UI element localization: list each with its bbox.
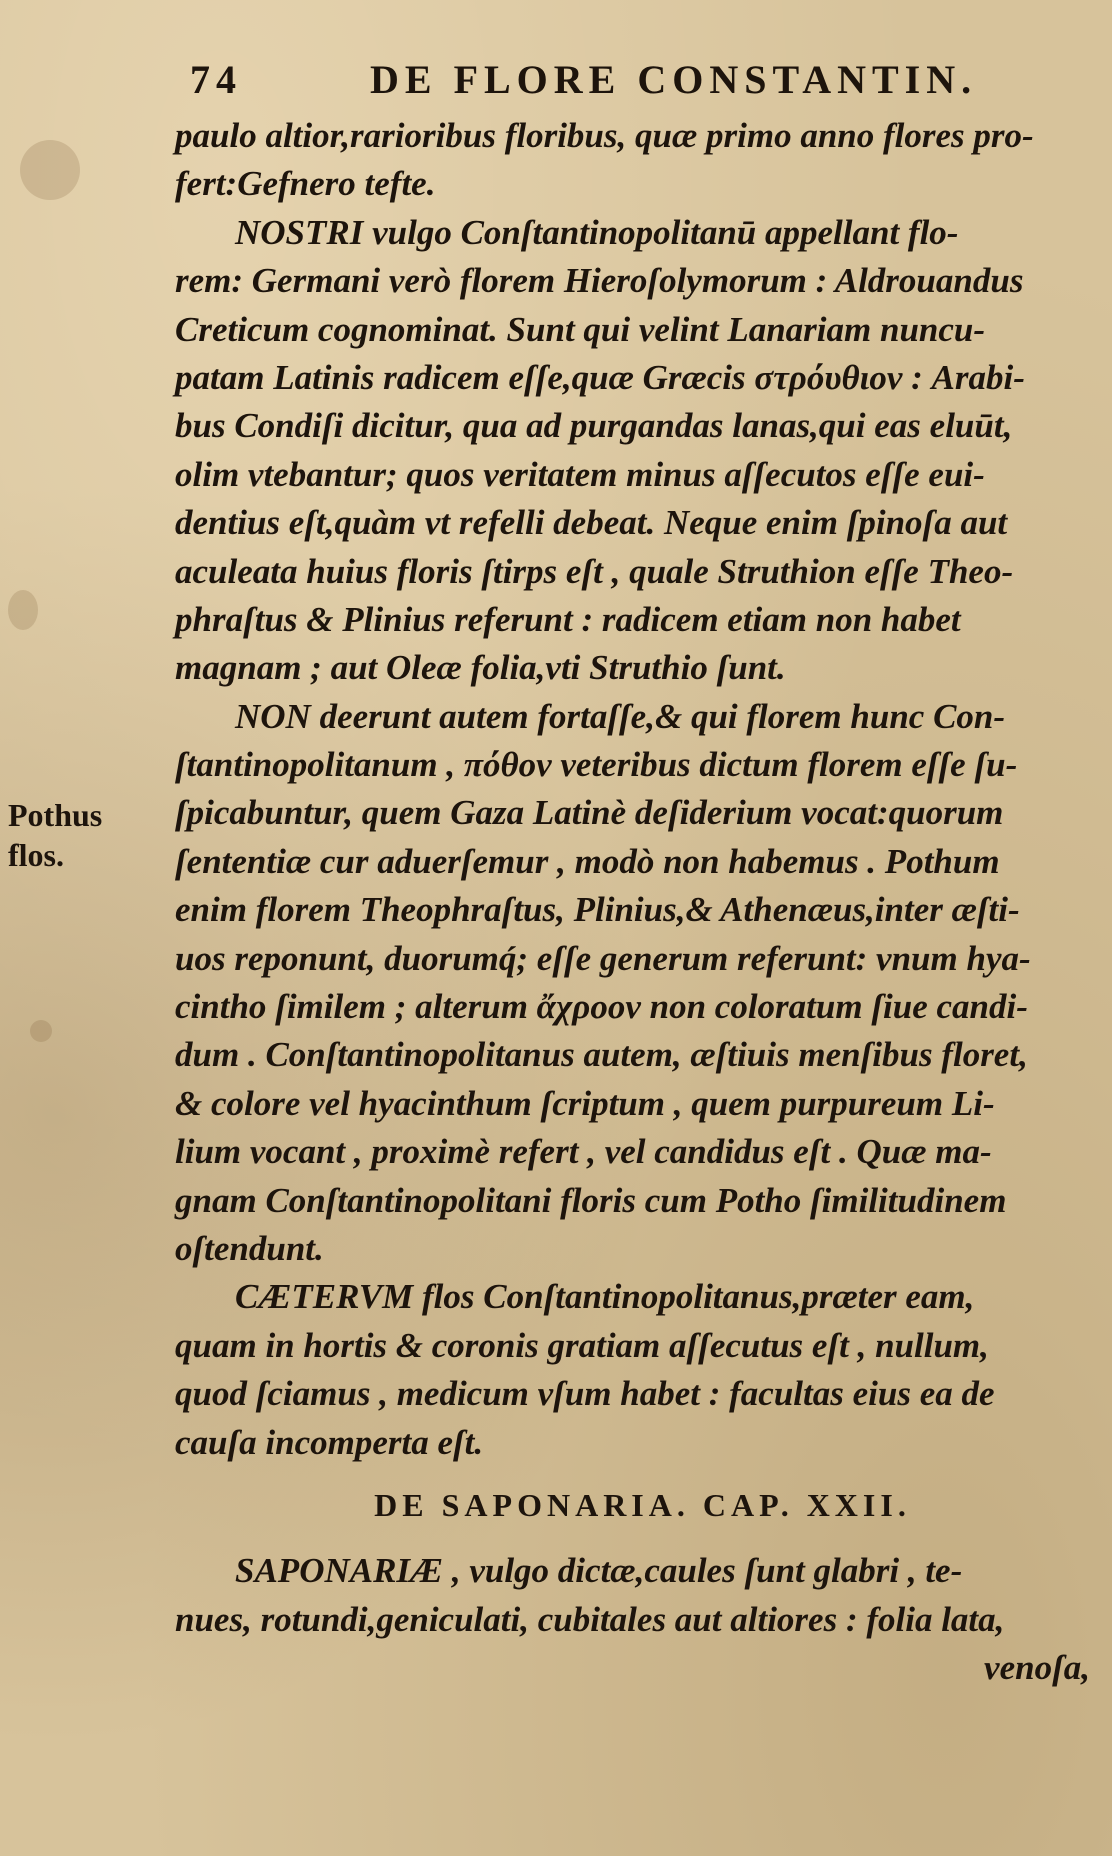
- text-line: paulo altior,rarioribus floribus, quæ primo anno flores pro-: [175, 116, 1034, 155]
- main-text: [175, 112, 1110, 1693]
- text-line: olim vtebantur; quos veritatem minus aſſecutos eſſe eui-: [175, 454, 985, 494]
- text-line: bus Condiſi dicitur, qua ad purgandas lanas,qui eas eluūt,: [175, 406, 1013, 446]
- text-line: magnam ; aut Oleæ folia,vti Struthio ſunt.: [175, 648, 786, 688]
- chapter-heading: DE SAPONARIA. CAP. XXII.: [374, 1486, 911, 1523]
- text-line: enim florem Theophraſtus, Plinius,& Athenæus,inter æſti-: [175, 890, 1020, 930]
- catchword: venoſa,: [984, 1648, 1090, 1688]
- text-line: ſententiæ cur aduerſemur , modò non habemus . Pothum: [175, 841, 1000, 881]
- page-number: 74: [190, 57, 242, 102]
- paragraph-caeterum: [175, 1273, 1110, 1467]
- text-line: NOSTRI vulgo Conſtantinopolitanū appellant flo-: [235, 212, 959, 252]
- text-line: fert:Gefnero tefte.: [175, 164, 436, 204]
- paragraph-non: [175, 693, 1110, 1274]
- text-line: uos reponunt, duorumq́; eſſe generum referunt: vnum hya-: [175, 938, 1031, 978]
- text-line: nues, rotundi,geniculati, cubitales aut altiores : folia lata,: [175, 1599, 1005, 1639]
- margin-note-line: flos.: [8, 837, 64, 873]
- text-line: lium vocant , proximè refert , vel candidus eſt . Quæ ma-: [175, 1132, 992, 1172]
- paper-stain: [30, 1020, 52, 1042]
- text-line: dentius eſt,quàm vt refelli debeat. Neque enim ſpinoſa aut: [175, 503, 1008, 543]
- text-line: CÆTERVM flos Conſtantinopolitanus,præter eam,: [235, 1277, 975, 1317]
- paragraph-continuation: [175, 112, 1110, 209]
- running-title: DE FLORE CONSTANTIN.: [370, 57, 978, 102]
- text-line: oſtendunt.: [175, 1228, 324, 1268]
- text-line: aculeata huius floris ſtirps eſt , quale Struthion eſſe Theo-: [175, 551, 1014, 591]
- running-header: [190, 56, 1010, 102]
- paragraph-nostri: [175, 209, 1110, 693]
- text-line: NON deerunt autem fortaſſe,& qui florem hunc Con-: [235, 696, 1006, 736]
- text-line: quam in hortis & coronis gratiam aſſecutus eſt , nullum,: [175, 1325, 989, 1365]
- paragraph-saponaria: [175, 1547, 1110, 1692]
- text-line: cintho ſimilem ; alterum ἄχροον non coloratum ſiue candi-: [175, 987, 1028, 1027]
- text-line: gnam Conſtantinopolitani floris cum Potho ſimilitudinem: [175, 1180, 1007, 1220]
- text-line: quod ſciamus , medicum vſum habet : facultas eius ea de: [175, 1374, 995, 1414]
- text-line: ſtantinopolitanum , πόθον veteribus dictum florem eſſe ſu-: [175, 745, 1018, 785]
- text-line: ſpicabuntur, quem Gaza Latinè deſiderium vocat:quorum: [175, 793, 1004, 833]
- text-line: phraſtus & Plinius referunt : radicem etiam non habet: [175, 599, 961, 639]
- text-line: dum . Conſtantinopolitanus autem, æſtiuis menſibus floret,: [175, 1035, 1028, 1075]
- text-line: patam Latinis radicem eſſe,quæ Græcis στρόυθιον : Arabi-: [175, 357, 1025, 397]
- text-line: SAPONARIÆ , vulgo dictæ,caules ſunt glabri , te-: [235, 1551, 963, 1591]
- paper-stain: [8, 590, 38, 630]
- margin-note-line: Pothus: [8, 797, 103, 833]
- text-line: & colore vel hyacinthum ſcriptum , quem purpureum Li-: [175, 1083, 995, 1123]
- text-line: Creticum cognominat. Sunt qui velint Lanariam nuncu-: [175, 309, 986, 349]
- margin-note: [8, 795, 158, 875]
- text-line: cauſa incomperta eſt.: [175, 1422, 484, 1462]
- paper-stain: [20, 140, 80, 200]
- text-line: rem: Germani verò florem Hieroſolymorum : Aldrouandus: [175, 261, 1024, 301]
